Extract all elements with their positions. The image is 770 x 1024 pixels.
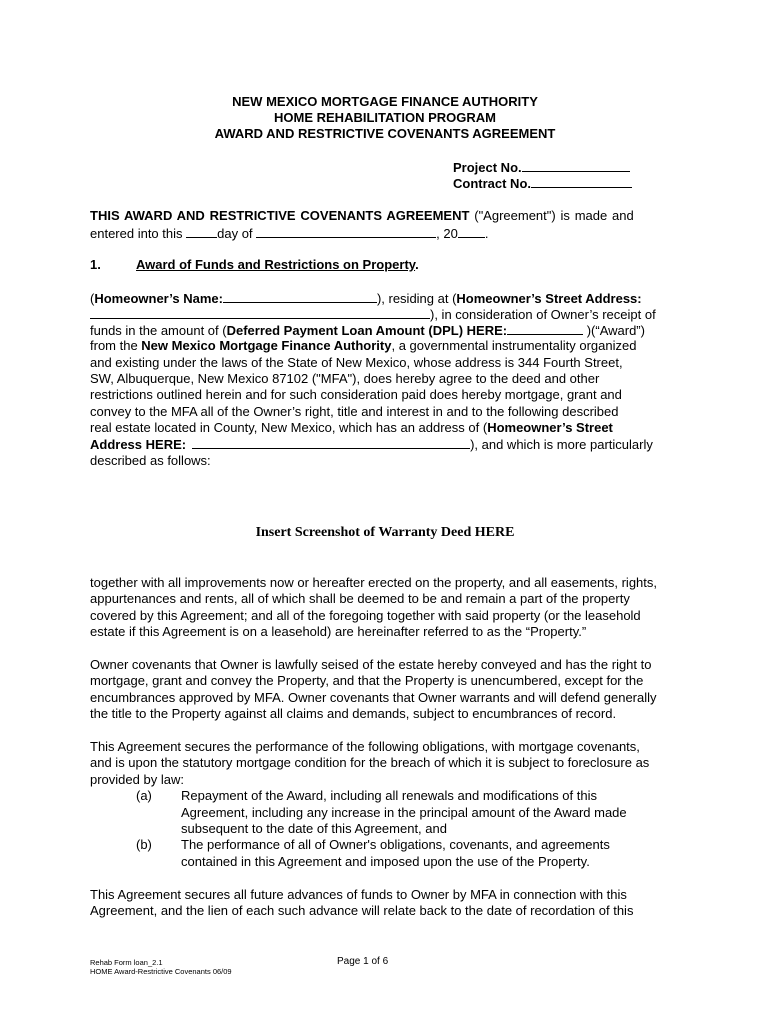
footer-form-id: Rehab Form loan_2.1: [90, 958, 163, 967]
page-number: Page 1 of 6: [337, 956, 389, 967]
day-blank: [186, 225, 217, 238]
para4-line-1: This Agreement secures the performance of the following obligations, with mortgage covenants,: [90, 739, 640, 754]
para4-line-3: provided by law:: [90, 772, 184, 787]
section-1-period: .: [415, 257, 419, 272]
para3-line-2: mortgage, grant and convey the Property, and that the Property is unencumbered, except for the: [90, 673, 644, 688]
intro-line-2: [90, 225, 488, 243]
para3-line-1: Owner covenants that Owner is lawfully seised of the estate hereby conveyed and has the right to: [90, 657, 652, 672]
para1-line-5: and existing under the laws of the State of New Mexico, whose address is 344 Fourth Street,: [90, 355, 623, 370]
homeowner-street-label: Homeowner’s Street: [487, 420, 613, 435]
contract-number-label: Contract No.: [453, 176, 531, 191]
homeowner-address-blank: [90, 306, 430, 319]
para1-particularly: ), and which is more particularly: [470, 437, 653, 452]
para1-line-7: restrictions outlined herein and for such consideration paid does hereby mortgage, grant and: [90, 387, 622, 402]
header-line-1: NEW MEXICO MORTGAGE FINANCE AUTHORITY: [232, 94, 538, 109]
header-line-3: AWARD AND RESTRICTIVE COVENANTS AGREEMENT: [214, 126, 556, 141]
para3-line-3: encumbrances approved by MFA. Owner covenants that Owner warrants and will defend generally: [90, 690, 657, 705]
warranty-deed-placeholder: Insert Screenshot of Warranty Deed HERE: [255, 525, 515, 540]
para1-line-4: [90, 338, 636, 355]
para1-residing: ), residing at (: [376, 291, 457, 306]
list-item-b-line-1: The performance of all of Owner's obligations, covenants, and agreements: [181, 837, 610, 852]
project-number-blank: [522, 159, 630, 172]
mfa-name: New Mexico Mortgage Finance Authority: [141, 338, 392, 353]
list-item-b-label: (b): [136, 837, 152, 852]
project-number-label: Project No.: [453, 160, 522, 175]
para1-line-8: convey to the MFA all of the Owner’s right, title and interest in and to the following described: [90, 404, 619, 419]
list-item-a-line-3: subsequent to the date of this Agreement, and: [181, 821, 447, 836]
para2-line-1: together with all improvements now or hereafter erected on the property, and all easements, rights,: [90, 575, 657, 590]
contract-number-blank: [531, 175, 632, 188]
project-number-field: [453, 159, 630, 177]
intro-line-1: [90, 208, 682, 225]
para2-line-4: estate if this Agreement is on a leasehold) are hereinafter referred to as the “Property.”: [90, 624, 587, 639]
para5-line-1: This Agreement secures all future advances of funds to Owner by MFA in connection with this: [90, 887, 627, 902]
section-1-number: 1.: [90, 257, 101, 272]
homeowner-name-blank: [223, 290, 377, 303]
para3-line-4: the title to the Property against all claims and demands, subject to encumbrances of record.: [90, 706, 617, 721]
homeowner-address-label: Homeowner’s Street Address:: [456, 291, 642, 306]
para2-line-3: covered by this Agreement; and all of the foregoing together with said property (or the leasehold: [90, 608, 641, 623]
address-here-label: Address HERE:: [90, 437, 187, 452]
dpl-amount-label: Deferred Payment Loan Amount (DPL) HERE:: [226, 323, 508, 338]
footer-form-name: HOME Award-Restrictive Covenants 06/09: [90, 967, 232, 976]
para1-funds: funds in the amount of (: [90, 323, 227, 338]
contract-number-field: [453, 175, 632, 193]
section-1-heading: [136, 257, 419, 274]
para1-line-10: [90, 436, 653, 454]
para1-line-3: [90, 322, 645, 340]
para5-line-2: Agreement, and the lien of each such advance will relate back to the date of recordation of this: [90, 903, 634, 918]
intro-period: .: [484, 226, 489, 241]
para2-line-2: appurtenances and rents, all of which shall be deemed to be and remain a part of the property: [90, 591, 630, 606]
section-1-title: Award of Funds and Restrictions on Property: [136, 257, 416, 272]
para1-line-9: [90, 420, 613, 437]
list-item-a-label: (a): [136, 788, 152, 803]
intro-agreement-title: THIS AWARD AND RESTRICTIVE COVENANTS AGREEMENT: [90, 208, 470, 223]
homeowner-name-label: Homeowner’s Name:: [94, 291, 223, 306]
list-item-a-line-2: Agreement, including any increase in the principal amount of the Award made: [181, 805, 627, 820]
intro-entered: entered into this: [90, 226, 187, 241]
address-here-blank: [192, 436, 470, 449]
para1-line-1: [90, 290, 642, 308]
year-blank: [458, 225, 485, 238]
header-line-2: HOME REHABILITATION PROGRAM: [274, 110, 496, 125]
dpl-amount-blank: [507, 322, 583, 335]
para1-from: from the: [90, 338, 142, 353]
intro-text: ("Agreement") is made and: [469, 208, 634, 223]
para1-award: )(“Award”): [583, 323, 645, 338]
para1-paren: (: [90, 291, 95, 306]
para1-real-estate: real estate located in County, New Mexico, which has an address of (: [90, 420, 488, 435]
para1-line-11: described as follows:: [90, 453, 211, 468]
list-item-b-line-2: contained in this Agreement and imposed upon the use of the Property.: [181, 854, 590, 869]
para1-line-2: [90, 306, 656, 324]
intro-day-of: day of: [217, 226, 257, 241]
para1-governmental: , a governmental instrumentality organized: [391, 338, 637, 353]
intro-year-prefix: , 20: [436, 226, 458, 241]
month-blank: [256, 225, 436, 238]
para1-line-6: SW, Albuquerque, New Mexico 87102 ("MFA"), does hereby agree to the deed and other: [90, 371, 600, 386]
list-item-a-line-1: Repayment of the Award, including all renewals and modifications of this: [181, 788, 597, 803]
para4-line-2: and is upon the statutory mortgage condition for the breach of which it is subject to foreclosure as: [90, 755, 650, 770]
para1-consideration: ), in consideration of Owner’s receipt of: [430, 307, 656, 322]
